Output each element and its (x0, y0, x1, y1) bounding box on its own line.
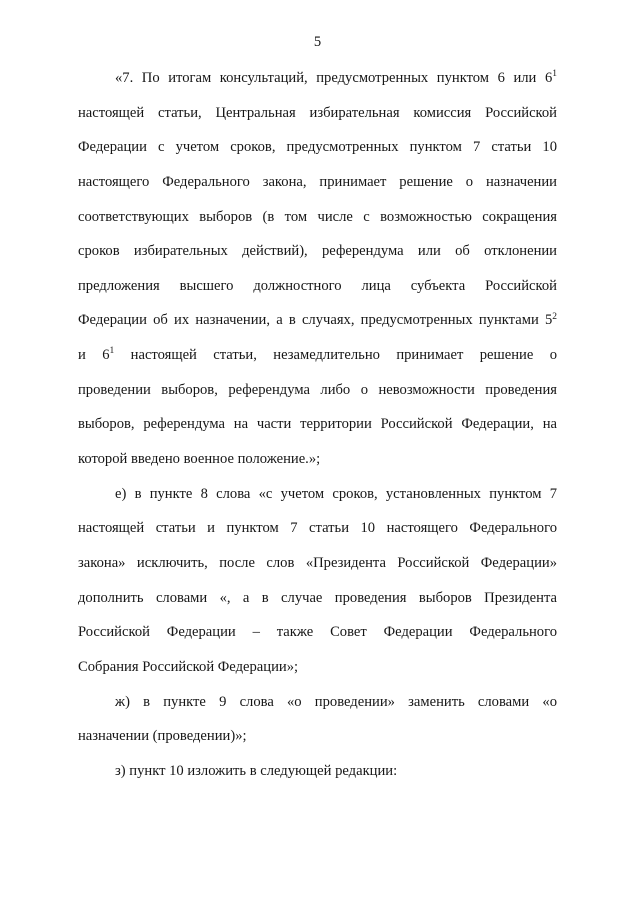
line-text: выборов, референдума на части территории Российской Федерации, на (78, 416, 557, 433)
line-text: настоящей статьи, Центральная избирательная комиссия Российской (78, 104, 557, 121)
text-line (78, 373, 557, 408)
line-text: з) пункт 10 изложить в следующей редакции: (115, 762, 398, 779)
line-text: Федерации об их назначении, а в случаях, предусмотренных пунктами 5 (78, 312, 553, 329)
paragraph-subitem-e (78, 477, 557, 685)
text-line (78, 650, 557, 685)
line-text: сроков избирательных действий), референдума или об отклонении (78, 243, 557, 260)
paragraph-item-7 (78, 61, 557, 477)
text-line (78, 442, 557, 477)
line-text: закона» исключить, после слов «Президента Российской Федерации» (78, 554, 557, 571)
text-line (78, 269, 557, 304)
line-text: ж) в пункте 9 слова «о проведении» заменить словами «о (115, 693, 557, 710)
text-line (78, 754, 557, 789)
superscript: 2 (552, 311, 557, 322)
text-line (78, 338, 557, 373)
page-number: 5 (313, 34, 322, 50)
text-line (78, 685, 557, 720)
text-line (78, 615, 557, 650)
text-line (78, 719, 557, 754)
superscript: 1 (109, 346, 115, 357)
line-text: е) в пункте 8 слова «с учетом сроков, установленных пунктом 7 (115, 485, 557, 502)
line-text: Российской Федерации – также Совет Федерации Федерального (78, 624, 557, 641)
line-text: предложения высшего должностного лица субъекта Российской (78, 277, 557, 294)
text-line (78, 511, 557, 546)
text-line (78, 303, 557, 338)
text-line (78, 477, 557, 512)
line-text: которой введено военное положение.»; (78, 451, 321, 468)
superscript: 1 (552, 69, 557, 80)
line-text: настоящего Федерального закона, принимает решение о назначении (78, 173, 557, 190)
text-line (78, 581, 557, 616)
line-text: проведении выборов, референдума либо о невозможности проведения (78, 381, 557, 398)
line-text: «7. По итогам консультаций, предусмотренных пунктом 6 или 6 (115, 70, 553, 86)
paragraph-subitem-zh (78, 685, 557, 754)
line-text: и 6 (78, 347, 110, 364)
text-line (78, 407, 557, 442)
line-text: соответствующих выборов (в том числе с возможностью сокращения (78, 208, 557, 225)
text-line (78, 96, 557, 131)
line-text: назначении (проведении)»; (78, 728, 247, 745)
line-text: Собрания Российской Федерации»; (78, 658, 299, 675)
text-line (78, 130, 557, 165)
text-line (78, 200, 557, 235)
text-line (78, 546, 557, 581)
line-text: Федерации с учетом сроков, предусмотренных пунктом 7 статьи 10 (78, 139, 557, 156)
paragraph-subitem-z (78, 754, 557, 789)
text-line (78, 165, 557, 200)
line-text: настоящей статьи и пунктом 7 статьи 10 настоящего Федерального (78, 520, 557, 537)
document-body (78, 61, 557, 788)
text-line (78, 61, 557, 96)
line-text: дополнить словами «, а в случае проведения выборов Президента (78, 589, 557, 606)
line-text: настоящей статьи, незамедлительно принимает решение о (114, 347, 557, 364)
text-line (78, 234, 557, 269)
